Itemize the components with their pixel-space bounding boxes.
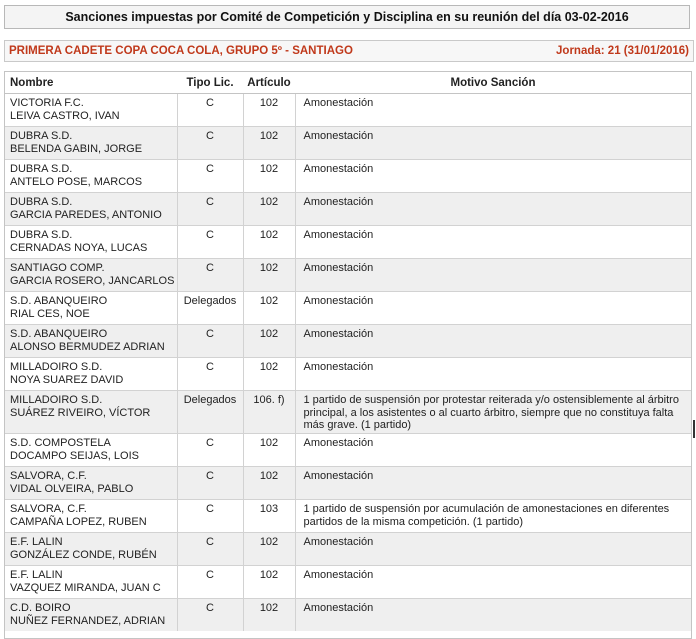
cell-nombre	[5, 500, 177, 533]
player-name: ANTELO POSE, MARCOS	[10, 175, 143, 188]
table-body	[5, 94, 691, 632]
table-row	[5, 391, 691, 434]
club-name: MILLADOIRO S.D.	[10, 394, 103, 406]
cell-motivo: Amonestación	[295, 358, 691, 391]
player-name: SUÁREZ RIVEIRO, VÍCTOR	[10, 406, 151, 419]
cell-nombre	[5, 292, 177, 325]
player-name: NOYA SUAREZ DAVID	[10, 373, 124, 386]
cell-articulo: 102	[243, 226, 295, 259]
player-name: NUÑEZ FERNANDEZ, ADRIAN	[10, 614, 166, 627]
cell-nombre	[5, 358, 177, 391]
scroll-edge-marker	[693, 420, 695, 438]
cell-tipo-licencia: C	[177, 94, 243, 127]
table-row	[5, 259, 691, 292]
club-name: SANTIAGO COMP.	[10, 262, 105, 274]
player-name: GONZÁLEZ CONDE, RUBÉN	[10, 548, 157, 561]
club-name: DUBRA S.D.	[10, 229, 73, 241]
table-row	[5, 94, 691, 127]
competition-header	[4, 40, 694, 62]
cell-nombre	[5, 599, 177, 632]
club-name: E.F. LALIN	[10, 536, 63, 548]
cell-nombre	[5, 94, 177, 127]
cell-articulo: 102	[243, 599, 295, 632]
cell-motivo: Amonestación	[295, 566, 691, 599]
cell-motivo: 1 partido de suspensión por protestar reiterada y/o ostensiblemente al árbitro principal, a los asistentes o al cuarto árbitro, siempre que no constituya falta más grave. (1 partido)	[295, 391, 691, 434]
cell-articulo: 102	[243, 259, 295, 292]
cell-nombre	[5, 259, 177, 292]
cell-motivo: Amonestación	[295, 94, 691, 127]
cell-nombre	[5, 533, 177, 566]
club-name: DUBRA S.D.	[10, 196, 73, 208]
cell-tipo-licencia: Delegados	[177, 292, 243, 325]
club-name: S.D. ABANQUEIRO	[10, 295, 108, 307]
column-header-motivo: Motivo Sanción	[295, 72, 691, 94]
cell-motivo: Amonestación	[295, 434, 691, 467]
cell-motivo: Amonestación	[295, 127, 691, 160]
cell-tipo-licencia: C	[177, 358, 243, 391]
sanctions-table	[5, 72, 691, 631]
cell-tipo-licencia: C	[177, 226, 243, 259]
club-name: SALVORA, C.F.	[10, 503, 87, 515]
cell-motivo: Amonestación	[295, 325, 691, 358]
sanctions-table-container	[4, 71, 692, 639]
club-name: MILLADOIRO S.D.	[10, 361, 103, 373]
player-name: VIDAL OLVEIRA, PABLO	[10, 482, 134, 495]
club-name: DUBRA S.D.	[10, 130, 73, 142]
player-name: ALONSO BERMUDEZ ADRIAN	[10, 340, 165, 353]
cell-tipo-licencia: C	[177, 160, 243, 193]
cell-articulo: 102	[243, 358, 295, 391]
cell-motivo: Amonestación	[295, 160, 691, 193]
player-name: GARCIA ROSERO, JANCARLOS	[10, 274, 175, 287]
cell-nombre	[5, 325, 177, 358]
player-name: CAMPAÑA LOPEZ, RUBEN	[10, 515, 147, 528]
cell-nombre	[5, 160, 177, 193]
club-name: S.D. ABANQUEIRO	[10, 328, 108, 340]
cell-tipo-licencia: C	[177, 193, 243, 226]
cell-articulo: 102	[243, 292, 295, 325]
cell-nombre	[5, 391, 177, 434]
player-name: GARCIA PAREDES, ANTONIO	[10, 208, 162, 221]
column-header-nombre: Nombre	[5, 72, 177, 94]
club-name: S.D. COMPOSTELA	[10, 437, 111, 449]
table-header-row	[5, 72, 691, 94]
cell-motivo: Amonestación	[295, 259, 691, 292]
column-header-tipo: Tipo Lic.	[177, 72, 243, 94]
cell-articulo: 102	[243, 325, 295, 358]
player-name: BELENDA GABIN, JORGE	[10, 142, 143, 155]
cell-tipo-licencia: C	[177, 566, 243, 599]
cell-nombre	[5, 127, 177, 160]
cell-motivo: Amonestación	[295, 193, 691, 226]
table-row	[5, 358, 691, 391]
cell-articulo: 102	[243, 160, 295, 193]
cell-articulo: 102	[243, 94, 295, 127]
table-row	[5, 127, 691, 160]
cell-tipo-licencia: C	[177, 127, 243, 160]
cell-tipo-licencia: Delegados	[177, 391, 243, 434]
cell-motivo: Amonestación	[295, 533, 691, 566]
cell-tipo-licencia: C	[177, 434, 243, 467]
player-name: DOCAMPO SEIJAS, LOIS	[10, 449, 139, 462]
table-row	[5, 292, 691, 325]
cell-articulo: 106. f)	[243, 391, 295, 434]
cell-articulo: 102	[243, 434, 295, 467]
player-name: CERNADAS NOYA, LUCAS	[10, 241, 148, 254]
player-name: RIAL CES, NOE	[10, 307, 90, 320]
cell-nombre	[5, 193, 177, 226]
table-row	[5, 467, 691, 500]
table-row	[5, 599, 691, 632]
cell-motivo: Amonestación	[295, 467, 691, 500]
page-title-text: Sanciones impuestas por Comité de Competición y Disciplina en su reunión del día 03-02-2016	[65, 10, 629, 24]
column-header-articulo: Artículo	[243, 72, 295, 94]
cell-nombre	[5, 434, 177, 467]
competition-name: PRIMERA CADETE COPA COCA COLA, GRUPO 5º - SANTIAGO	[9, 45, 353, 57]
club-name: DUBRA S.D.	[10, 163, 73, 175]
table-row	[5, 226, 691, 259]
cell-nombre	[5, 467, 177, 500]
cell-tipo-licencia: C	[177, 259, 243, 292]
player-name: LEIVA CASTRO, IVAN	[10, 109, 120, 122]
table-row	[5, 566, 691, 599]
cell-motivo: 1 partido de suspensión por acumulación de amonestaciones en diferentes partidos de la misma competición. (1 partido)	[295, 500, 691, 533]
player-name: VAZQUEZ MIRANDA, JUAN C	[10, 581, 161, 594]
cell-articulo: 102	[243, 127, 295, 160]
table-row	[5, 434, 691, 467]
cell-tipo-licencia: C	[177, 599, 243, 632]
cell-tipo-licencia: C	[177, 325, 243, 358]
cell-motivo: Amonestación	[295, 292, 691, 325]
cell-nombre	[5, 226, 177, 259]
jornada-label: Jornada: 21 (31/01/2016)	[556, 45, 689, 57]
page-title	[4, 5, 690, 29]
cell-motivo: Amonestación	[295, 226, 691, 259]
cell-articulo: 102	[243, 193, 295, 226]
cell-tipo-licencia: C	[177, 533, 243, 566]
table-row	[5, 160, 691, 193]
cell-tipo-licencia: C	[177, 467, 243, 500]
cell-motivo: Amonestación	[295, 599, 691, 632]
club-name: VICTORIA F.C.	[10, 97, 84, 109]
cell-articulo: 102	[243, 566, 295, 599]
table-row	[5, 500, 691, 533]
cell-articulo: 103	[243, 500, 295, 533]
table-row	[5, 533, 691, 566]
cell-tipo-licencia: C	[177, 500, 243, 533]
club-name: C.D. BOIRO	[10, 602, 71, 614]
cell-articulo: 102	[243, 467, 295, 500]
table-row	[5, 325, 691, 358]
cell-articulo: 102	[243, 533, 295, 566]
table-row	[5, 193, 691, 226]
club-name: E.F. LALIN	[10, 569, 63, 581]
club-name: SALVORA, C.F.	[10, 470, 87, 482]
cell-nombre	[5, 566, 177, 599]
